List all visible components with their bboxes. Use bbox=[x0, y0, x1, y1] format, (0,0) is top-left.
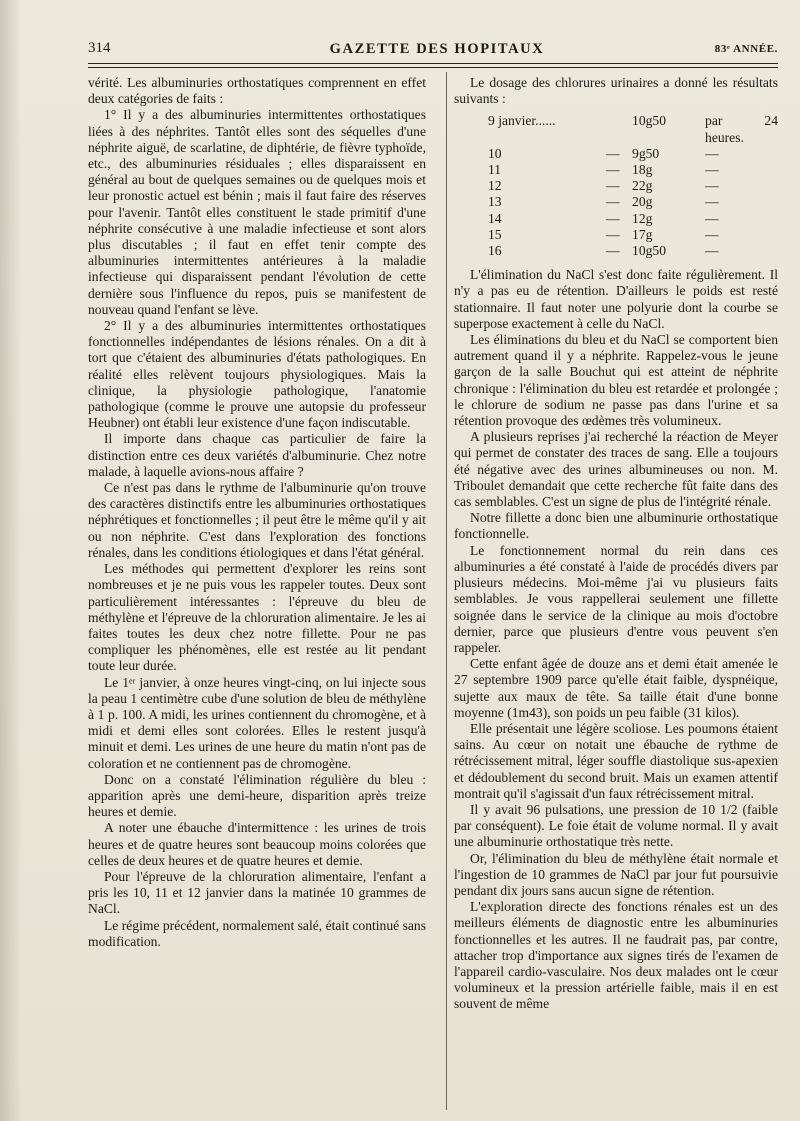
paragraph: Les éliminations du bleu et du NaCl se comportent bien autrement quand il y a néphrite. Rappelez-vous le jeune garçon de la salle Bouchut qui est atteint de néphrite chronique : l'élimination du bleu est retardée et prolongée ; le chlorure de sodium ne passe pas dans l'urine et sa rétention provoque des œdèmes très volumineux. bbox=[454, 332, 778, 429]
quantity-cell: 18g bbox=[632, 162, 653, 178]
quantity-cell: 10g50 bbox=[632, 113, 667, 129]
date-cell: 13 bbox=[488, 194, 502, 210]
paragraph: Les méthodes qui permettent d'explorer les reins sont nombreuses et je ne puis vous les rappeler toutes. Deux sont particulièrement intéressantes : l'épreuve du bleu de méthylène et l'épreuve de la chloruration alimentaire. Je les ai faites toutes les deux chez notre fillette. Pour ne pas compliquer les phénomènes, elle est restée au lit pendant toute leur durée. bbox=[88, 561, 426, 674]
quantity-cell: 9g50 bbox=[632, 145, 660, 161]
date-cell: 15 bbox=[488, 226, 502, 242]
table-row bbox=[488, 178, 778, 194]
table-row bbox=[488, 211, 778, 227]
running-title: GAZETTE DES HOPITAUX bbox=[329, 41, 545, 57]
paragraph: 2° Il y a des albuminuries intermittentes orthostatiques fonctionnelles indépendantes de lésions rénales. On a dit à tort que c'étaient des albuminuries d'états pathologiques. En réalité elles relèvent toujours physiologiques. Mais la clinique, la physiologie pathologique, l'anatomie pathologique (comme le prouve une autopsie du professeur Heubner) ont établi leur existence d'une façon indiscutable. bbox=[88, 318, 426, 431]
mark-cell: — bbox=[606, 145, 620, 161]
unit-cell: — bbox=[705, 162, 719, 178]
paragraph: Le dosage des chlorures urinaires a donné les résultats suivants : bbox=[454, 75, 778, 107]
paragraph: Il importe dans chaque cas particulier de faire la distinction entre ces deux variétés d'albuminurie. Chez notre malade, à laquelle avions-nous affaire ? bbox=[88, 431, 426, 479]
quantity-cell: 20g bbox=[632, 194, 653, 210]
paragraph: A plusieurs reprises j'ai recherché la réaction de Meyer qui permet de constater des traces de sang. Elle a toujours été négative avec des urines albumineuses ou non. M. Triboulet demandait que cette recherche fût faite dans des cas semblables. C'est un signe de plus de l'intégrité rénale. bbox=[454, 429, 778, 510]
chlorure-dosage-table bbox=[488, 113, 778, 259]
paragraph: Donc on a constaté l'élimination régulière du bleu : apparition après une demi-heure, disparition après treize heures et demie. bbox=[88, 771, 426, 820]
table-row bbox=[488, 227, 778, 243]
paragraph: vérité. Les albuminuries orthostatiques comprennent en effet deux catégories de faits : bbox=[88, 75, 426, 107]
header-rule-top bbox=[88, 63, 778, 64]
page-header bbox=[88, 38, 786, 62]
mark-cell: — bbox=[606, 194, 620, 210]
mark-cell: — bbox=[606, 243, 620, 259]
unit-cell: — bbox=[705, 145, 719, 161]
mark-cell: — bbox=[606, 210, 620, 226]
date-cell: 10 bbox=[488, 145, 502, 161]
date-cell: 12 bbox=[488, 178, 502, 194]
date-cell: 11 bbox=[488, 162, 502, 178]
quantity-cell: 12g bbox=[632, 210, 653, 226]
year-label: 83ᵉ ANNÉE. bbox=[714, 43, 778, 55]
unit-cell: — bbox=[705, 178, 719, 194]
paragraph: Le régime précédent, normalement salé, était continué sans modification. bbox=[88, 917, 426, 949]
table-row bbox=[488, 162, 778, 178]
quantity-cell: 17g bbox=[632, 226, 653, 242]
paragraph: 1° Il y a des albuminuries intermittentes orthostatiques liées à des néphrites. Tantôt elles sont des séquelles d'une néphrite aiguë, de scarlatine, de diphtérie, de fièvre typhoïde, etc., des albuminuries résiduales ; elles disparaissent en général au bout de quelques semaines ou de quelques mois et leur pronostic actuel est bénin ; mais il faut faire des réserves pour l'avenir. Tantôt elles constituent le stade primitif d'une néphrite consécutive à une maladie infectieuse et sont alors plus discutables ; il faut en effet tenir compte des albuminuries intermittentes antérieures à la maladie infectieuse qui disparaissent pendant l'évolution de cette dernière sous l'influence du repos, puis se manifestent de nouveau quand l'enfant se lève. bbox=[88, 107, 426, 317]
paragraph: Cette enfant âgée de douze ans et demi était amenée le 27 septembre 1909 parce qu'elle était faible, dyspnéique, sujette aux maux de tête. Sa taille était d'une bonne moyenne (1m43), son poids un peu faible (31 kilos). bbox=[454, 656, 778, 720]
table-row bbox=[488, 243, 778, 259]
unit-cell: — bbox=[705, 194, 719, 210]
paragraph: L'exploration directe des fonctions rénales est un des meilleurs éléments de diagnostic entre les albuminuries fonctionnelles et les autres. Il ne faudrait pas, par contre, attacher trop d'importance aux signes tirés de l'examen de l'appareil cardio-vasculaire. Nos deux malades ont le cœur volumineux et la pression artérielle faible, mais il en est souvent de même bbox=[454, 899, 778, 1012]
unit-cell: — bbox=[705, 210, 719, 226]
paragraph: Elle présentait une légère scoliose. Les poumons étaient sains. Au cœur on notait une ébauche de rythme de rétrécissement mitral, léger souffle diastolique sus-apexien et dédoublement du second bruit. Mais un examen attentif montrait qu'il s'agissait d'un faux rétrécissement mitral. bbox=[454, 720, 778, 801]
table-row bbox=[488, 113, 778, 145]
date-cell: 16 bbox=[488, 243, 502, 259]
paragraph: Le fonctionnement normal du rein dans ces albuminuries a été constaté à l'aide de procédés divers par plusieurs médecins. Moi-même j'ai vu plusieurs faits semblables. Je vous rappellerai seulement une fillette soignée dans le service de la clinique au mois d'octobre dernier, parce que plusieurs d'entre vous peuvent s'en rappeler. bbox=[454, 542, 778, 655]
right-column bbox=[454, 75, 778, 1013]
binding-shadow bbox=[0, 0, 22, 1121]
mark-cell: — bbox=[606, 226, 620, 242]
paragraph: Or, l'élimination du bleu de méthylène était normale et l'ingestion de 10 grammes de NaCl par jour fut poursuivie pendant dix jours sans aucun signe de rétention. bbox=[454, 850, 778, 898]
table-row bbox=[488, 146, 778, 162]
unit-cell: — bbox=[705, 226, 719, 242]
unit-cell: — bbox=[705, 243, 719, 259]
paragraph: Pour l'épreuve de la chloruration alimentaire, l'enfant a pris les 10, 11 et 12 janvier dans la matinée 10 grammes de NaCl. bbox=[88, 868, 426, 917]
paragraph: L'élimination du NaCl s'est donc faite régulièrement. Il n'y a pas eu de rétention. D'ailleurs le poids est resté stationnaire. Il faut noter une polyurie dont la courbe se superpose exactement à celle du NaCl. bbox=[454, 267, 778, 331]
date-cell: 14 bbox=[488, 210, 502, 226]
column-divider bbox=[446, 72, 447, 1110]
paragraph: Il y avait 96 pulsations, une pression de 10 1/2 (faible par conséquent). Le foie était de volume normal. Il y avait une albuminurie orthostatique très nette. bbox=[454, 801, 778, 850]
quantity-cell: 22g bbox=[632, 178, 653, 194]
date-cell: 9 janvier...... bbox=[488, 113, 556, 129]
paragraph: Le 1ᵉʳ janvier, à onze heures vingt-cinq, on lui injecte sous la peau 1 centimètre cube d'une solution de bleu de méthylène à 1 p. 100. A midi, les urines contiennent du chromogène, et à midi et demi elles sont colorées. Elles le restent jusqu'à minuit et demi. Les urines de une heure du matin n'ont pas de coloration et ne contiennent pas de chromogène. bbox=[88, 674, 426, 771]
paragraph: Notre fillette a donc bien une albuminurie orthostatique fonctionnelle. bbox=[454, 510, 778, 542]
left-column bbox=[88, 75, 426, 950]
mark-cell: — bbox=[606, 162, 620, 178]
header-rule-bottom bbox=[88, 67, 778, 68]
unit-cell: par 24 heures. bbox=[705, 113, 778, 145]
mark-cell bbox=[594, 113, 632, 145]
table-row bbox=[488, 194, 778, 210]
paragraph: Ce n'est pas dans le rythme de l'albuminurie qu'on trouve des caractères distinctifs entre les albuminuries orthostatiques néphrétiques et fonctionnelles ; il peut être le même qu'il y ait ou non néphrite. C'est dans l'exploration des fonctions rénales, dans les conditions étiologiques et dans l'état général. bbox=[88, 480, 426, 560]
paragraph: A noter une ébauche d'intermittence : les urines de trois heures et de quatre heures sont beaucoup moins colorées que celles de deux heures et de quatre heures et demie. bbox=[88, 820, 426, 868]
page-number: 314 bbox=[88, 40, 111, 56]
mark-cell: — bbox=[606, 178, 620, 194]
quantity-cell: 10g50 bbox=[632, 243, 667, 259]
